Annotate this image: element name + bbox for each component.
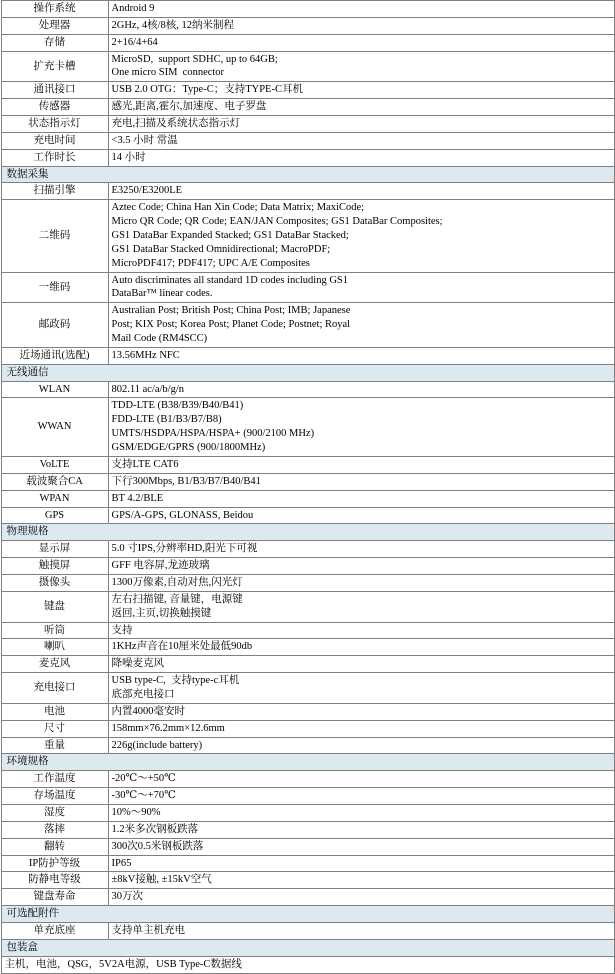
spec-label: 近场通讯(选配) bbox=[1, 347, 108, 364]
spec-value bbox=[108, 656, 614, 673]
spec-value-line: USB 2.0 OTG：Type-C；支持TYPE-C耳机 bbox=[111, 84, 303, 96]
spec-value-line: 充电,扫描及系统状态指示灯 bbox=[111, 118, 241, 130]
spec-value-line: 2+16/4+64 bbox=[111, 36, 158, 48]
spec-value-line: -20℃～+50℃ bbox=[111, 773, 176, 785]
section-header-row bbox=[1, 364, 614, 381]
table-row bbox=[1, 398, 614, 456]
spec-value-line: 降噪麦克风 bbox=[111, 658, 164, 670]
spec-value-line: GS1 DataBar Stacked Omnidirectional; MacroPDF; bbox=[111, 243, 331, 255]
spec-value-line: 底部充电接口 bbox=[111, 688, 175, 700]
spec-value bbox=[108, 398, 614, 456]
section-header-label: 可选配附件 bbox=[1, 906, 614, 923]
spec-value bbox=[108, 771, 614, 788]
spec-value-line: 左右扫描键, 音量键，电源键 bbox=[111, 593, 243, 605]
spec-value-line: 支持LTE CAT6 bbox=[111, 458, 179, 470]
spec-value-line: 下行300Mbps, B1/B3/B7/B40/B41 bbox=[111, 475, 261, 487]
spec-value bbox=[108, 591, 614, 622]
spec-label: IP防护等级 bbox=[1, 855, 108, 872]
spec-label: 扫描引擎 bbox=[1, 183, 108, 200]
spec-value-line: Micro QR Code; QR Code; EAN/JAN Composites; GS1 DataBar Composites; bbox=[111, 216, 443, 228]
spec-value bbox=[108, 34, 614, 51]
spec-value-line: GSM/EDGE/GPRS (900/1800MHz) bbox=[111, 442, 266, 454]
spec-value-line: <3.5 小时 常温 bbox=[111, 134, 178, 146]
spec-label: 存场温度 bbox=[1, 788, 108, 805]
table-row bbox=[1, 788, 614, 805]
table-row bbox=[1, 490, 614, 507]
table-row bbox=[1, 558, 614, 575]
table-row bbox=[1, 149, 614, 166]
spec-value bbox=[108, 872, 614, 889]
spec-label: 状态指示灯 bbox=[1, 116, 108, 133]
spec-label: 一维码 bbox=[1, 272, 108, 303]
spec-label: 充电时间 bbox=[1, 132, 108, 149]
table-row bbox=[1, 34, 614, 51]
spec-label: 落摔 bbox=[1, 821, 108, 838]
spec-value bbox=[108, 132, 614, 149]
table-row bbox=[1, 956, 614, 973]
spec-value bbox=[108, 838, 614, 855]
spec-value-line: Auto discriminates all standard 1D codes including GS1 bbox=[111, 274, 349, 286]
spec-value bbox=[108, 116, 614, 133]
spec-value bbox=[108, 149, 614, 166]
table-row bbox=[1, 838, 614, 855]
spec-value bbox=[108, 639, 614, 656]
table-row bbox=[1, 574, 614, 591]
spec-value bbox=[108, 574, 614, 591]
table-row bbox=[1, 889, 614, 906]
spec-label: 麦克风 bbox=[1, 656, 108, 673]
spec-value bbox=[108, 737, 614, 754]
spec-value-line: 13.56MHz NFC bbox=[111, 349, 180, 361]
table-row bbox=[1, 656, 614, 673]
spec-value-line: One micro SIM connector bbox=[111, 67, 225, 79]
spec-value bbox=[108, 51, 614, 82]
spec-value bbox=[108, 381, 614, 398]
spec-value-line: 内置4000毫安时 bbox=[111, 705, 185, 717]
table-row bbox=[1, 347, 614, 364]
table-row bbox=[1, 771, 614, 788]
specification-table-body bbox=[1, 1, 614, 974]
table-row bbox=[1, 821, 614, 838]
table-row bbox=[1, 99, 614, 116]
spec-label: 重量 bbox=[1, 737, 108, 754]
spec-value bbox=[108, 303, 614, 348]
spec-value bbox=[108, 272, 614, 303]
table-row bbox=[1, 272, 614, 303]
spec-value-line: MicroPDF417; PDF417; UPC A/E Composites bbox=[111, 257, 310, 269]
spec-value-line: 支持单主机充电 bbox=[111, 924, 185, 936]
spec-value bbox=[108, 788, 614, 805]
table-row bbox=[1, 1, 614, 18]
spec-label: 显示屏 bbox=[1, 541, 108, 558]
spec-value bbox=[108, 99, 614, 116]
spec-label: 二维码 bbox=[1, 200, 108, 272]
spec-value bbox=[108, 17, 614, 34]
table-row bbox=[1, 303, 614, 348]
spec-value-line: BT 4.2/BLE bbox=[111, 492, 164, 504]
section-header-row bbox=[1, 939, 614, 956]
spec-label: 通讯接口 bbox=[1, 82, 108, 99]
table-row bbox=[1, 591, 614, 622]
specification-table bbox=[1, 0, 615, 974]
table-row bbox=[1, 507, 614, 524]
spec-label: 键盘寿命 bbox=[1, 889, 108, 906]
spec-label: WWAN bbox=[1, 398, 108, 456]
table-row bbox=[1, 183, 614, 200]
spec-value bbox=[108, 558, 614, 575]
spec-value-line: Mail Code (RM4SCC) bbox=[111, 333, 208, 345]
spec-value bbox=[108, 456, 614, 473]
spec-value-line: GS1 DataBar Expanded Stacked; GS1 DataBar Stacked; bbox=[111, 230, 349, 242]
spec-label: 喇叭 bbox=[1, 639, 108, 656]
section-header-label: 环境规格 bbox=[1, 754, 614, 771]
section-header-row bbox=[1, 754, 614, 771]
spec-value-line: Aztec Code; China Han Xin Code; Data Matrix; MaxiCode; bbox=[111, 202, 365, 214]
spec-value bbox=[108, 490, 614, 507]
spec-value bbox=[108, 347, 614, 364]
spec-value-line: 14 小时 bbox=[111, 151, 146, 163]
section-header-label: 物理规格 bbox=[1, 524, 614, 541]
table-row bbox=[1, 737, 614, 754]
table-row bbox=[1, 922, 614, 939]
table-row bbox=[1, 673, 614, 704]
spec-value-line: 300次0.5米钢板跌落 bbox=[111, 840, 204, 852]
table-row bbox=[1, 17, 614, 34]
section-header-row bbox=[1, 906, 614, 923]
table-row bbox=[1, 116, 614, 133]
table-row bbox=[1, 720, 614, 737]
spec-value-line: ±8kV接触, ±15kV空气 bbox=[111, 874, 212, 886]
spec-value bbox=[108, 673, 614, 704]
spec-value bbox=[108, 1, 614, 18]
spec-value-line: Android 9 bbox=[111, 3, 155, 14]
spec-value-line: TDD-LTE (B38/B39/B40/B41) bbox=[111, 400, 244, 412]
section-header-row bbox=[1, 166, 614, 183]
spec-value bbox=[108, 473, 614, 490]
spec-value-line: Post; KIX Post; Korea Post; Planet Code; Postnet; Royal bbox=[111, 319, 351, 331]
spec-value-line: 1.2米多次钢板跌落 bbox=[111, 823, 199, 835]
spec-label: WLAN bbox=[1, 381, 108, 398]
table-row bbox=[1, 804, 614, 821]
section-header-label: 数据采集 bbox=[1, 166, 614, 183]
table-row bbox=[1, 703, 614, 720]
spec-value bbox=[108, 82, 614, 99]
table-row bbox=[1, 622, 614, 639]
spec-value-line: 5.0 寸IPS,分辨率HD,阳光下可视 bbox=[111, 543, 258, 555]
spec-value-line: 主机，电池，QSG，5V2A电源，USB Type-C数据线 bbox=[4, 958, 242, 970]
spec-label: 扩充卡槽 bbox=[1, 51, 108, 82]
spec-value bbox=[108, 703, 614, 720]
spec-label: 翻转 bbox=[1, 838, 108, 855]
spec-value bbox=[108, 183, 614, 200]
spec-value bbox=[108, 541, 614, 558]
spec-value-line: 2GHz, 4核/8核, 12纳米制程 bbox=[111, 19, 234, 31]
section-header-label: 包装盒 bbox=[1, 939, 614, 956]
table-row bbox=[1, 639, 614, 656]
spec-label: 键盘 bbox=[1, 591, 108, 622]
spec-value-line: USB type-C, 支持type-c耳机 bbox=[111, 675, 240, 687]
spec-value-line: UMTS/HSDPA/HSPA/HSPA+ (900/2100 MHz) bbox=[111, 428, 315, 440]
spec-label: 传感器 bbox=[1, 99, 108, 116]
spec-value bbox=[108, 804, 614, 821]
spec-value-line: 226g(include battery) bbox=[111, 739, 203, 751]
table-row bbox=[1, 381, 614, 398]
spec-label: 充电接口 bbox=[1, 673, 108, 704]
table-row bbox=[1, 82, 614, 99]
table-row bbox=[1, 51, 614, 82]
spec-value-line: 1300万像素,自动对焦,闪光灯 bbox=[111, 576, 243, 588]
spec-label: VoLTE bbox=[1, 456, 108, 473]
table-row bbox=[1, 473, 614, 490]
spec-label: WPAN bbox=[1, 490, 108, 507]
spec-value-line: IP65 bbox=[111, 857, 132, 869]
spec-label: GPS bbox=[1, 507, 108, 524]
spec-value-line: 1KHz声音在10厘米处最低90db bbox=[111, 641, 253, 653]
spec-label: 存储 bbox=[1, 34, 108, 51]
table-row bbox=[1, 855, 614, 872]
spec-value-line: DataBar™ linear codes. bbox=[111, 288, 213, 300]
spec-value-line: MicroSD, support SDHC, up to 64GB; bbox=[111, 53, 278, 65]
spec-label: 电池 bbox=[1, 703, 108, 720]
spec-label: 操作系统 bbox=[1, 1, 108, 18]
spec-label: 防静电等级 bbox=[1, 872, 108, 889]
table-row bbox=[1, 200, 614, 272]
spec-value-line: 158mm×76.2mm×12.6mm bbox=[111, 722, 225, 734]
spec-value-line: GPS/A-GPS, GLONASS, Beidou bbox=[111, 509, 254, 521]
spec-value-line: 802.11 ac/a/b/g/n bbox=[111, 383, 185, 395]
spec-value-line: Australian Post; British Post; China Post; IMB; Japanese bbox=[111, 305, 351, 317]
spec-label: 邮政码 bbox=[1, 303, 108, 348]
spec-value bbox=[108, 507, 614, 524]
section-header-row bbox=[1, 524, 614, 541]
spec-value bbox=[108, 855, 614, 872]
spec-value bbox=[108, 889, 614, 906]
spec-value-line: FDD-LTE (B1/B3/B7/B8) bbox=[111, 414, 222, 426]
spec-value bbox=[108, 720, 614, 737]
spec-value-line: E3250/E3200LE bbox=[111, 185, 183, 197]
spec-value bbox=[108, 622, 614, 639]
table-row bbox=[1, 456, 614, 473]
table-row bbox=[1, 132, 614, 149]
spec-value-line: GFF 电容屏,龙迹玻璃 bbox=[111, 560, 210, 572]
spec-label: 载波聚合CA bbox=[1, 473, 108, 490]
spec-value bbox=[1, 956, 614, 973]
spec-value bbox=[108, 922, 614, 939]
spec-label: 处理器 bbox=[1, 17, 108, 34]
table-row bbox=[1, 872, 614, 889]
spec-label: 湿度 bbox=[1, 804, 108, 821]
spec-label: 触摸屏 bbox=[1, 558, 108, 575]
spec-value-line: -30℃～+70℃ bbox=[111, 790, 176, 802]
spec-value bbox=[108, 200, 614, 272]
spec-value bbox=[108, 821, 614, 838]
spec-label: 听筒 bbox=[1, 622, 108, 639]
spec-value-line: 返回,主页,切换触摸键 bbox=[111, 607, 212, 619]
spec-label: 尺寸 bbox=[1, 720, 108, 737]
table-row bbox=[1, 541, 614, 558]
section-header-label: 无线通信 bbox=[1, 364, 614, 381]
spec-label: 单充底座 bbox=[1, 922, 108, 939]
spec-label: 工作时长 bbox=[1, 149, 108, 166]
spec-label: 摄像头 bbox=[1, 574, 108, 591]
spec-value-line: 支持 bbox=[111, 624, 133, 636]
spec-value-line: 10%～90% bbox=[111, 806, 161, 818]
spec-value-line: 感光,距离,霍尔,加速度、电子罗盘 bbox=[111, 101, 267, 113]
spec-label: 工作温度 bbox=[1, 771, 108, 788]
spec-value-line: 30万次 bbox=[111, 891, 143, 903]
